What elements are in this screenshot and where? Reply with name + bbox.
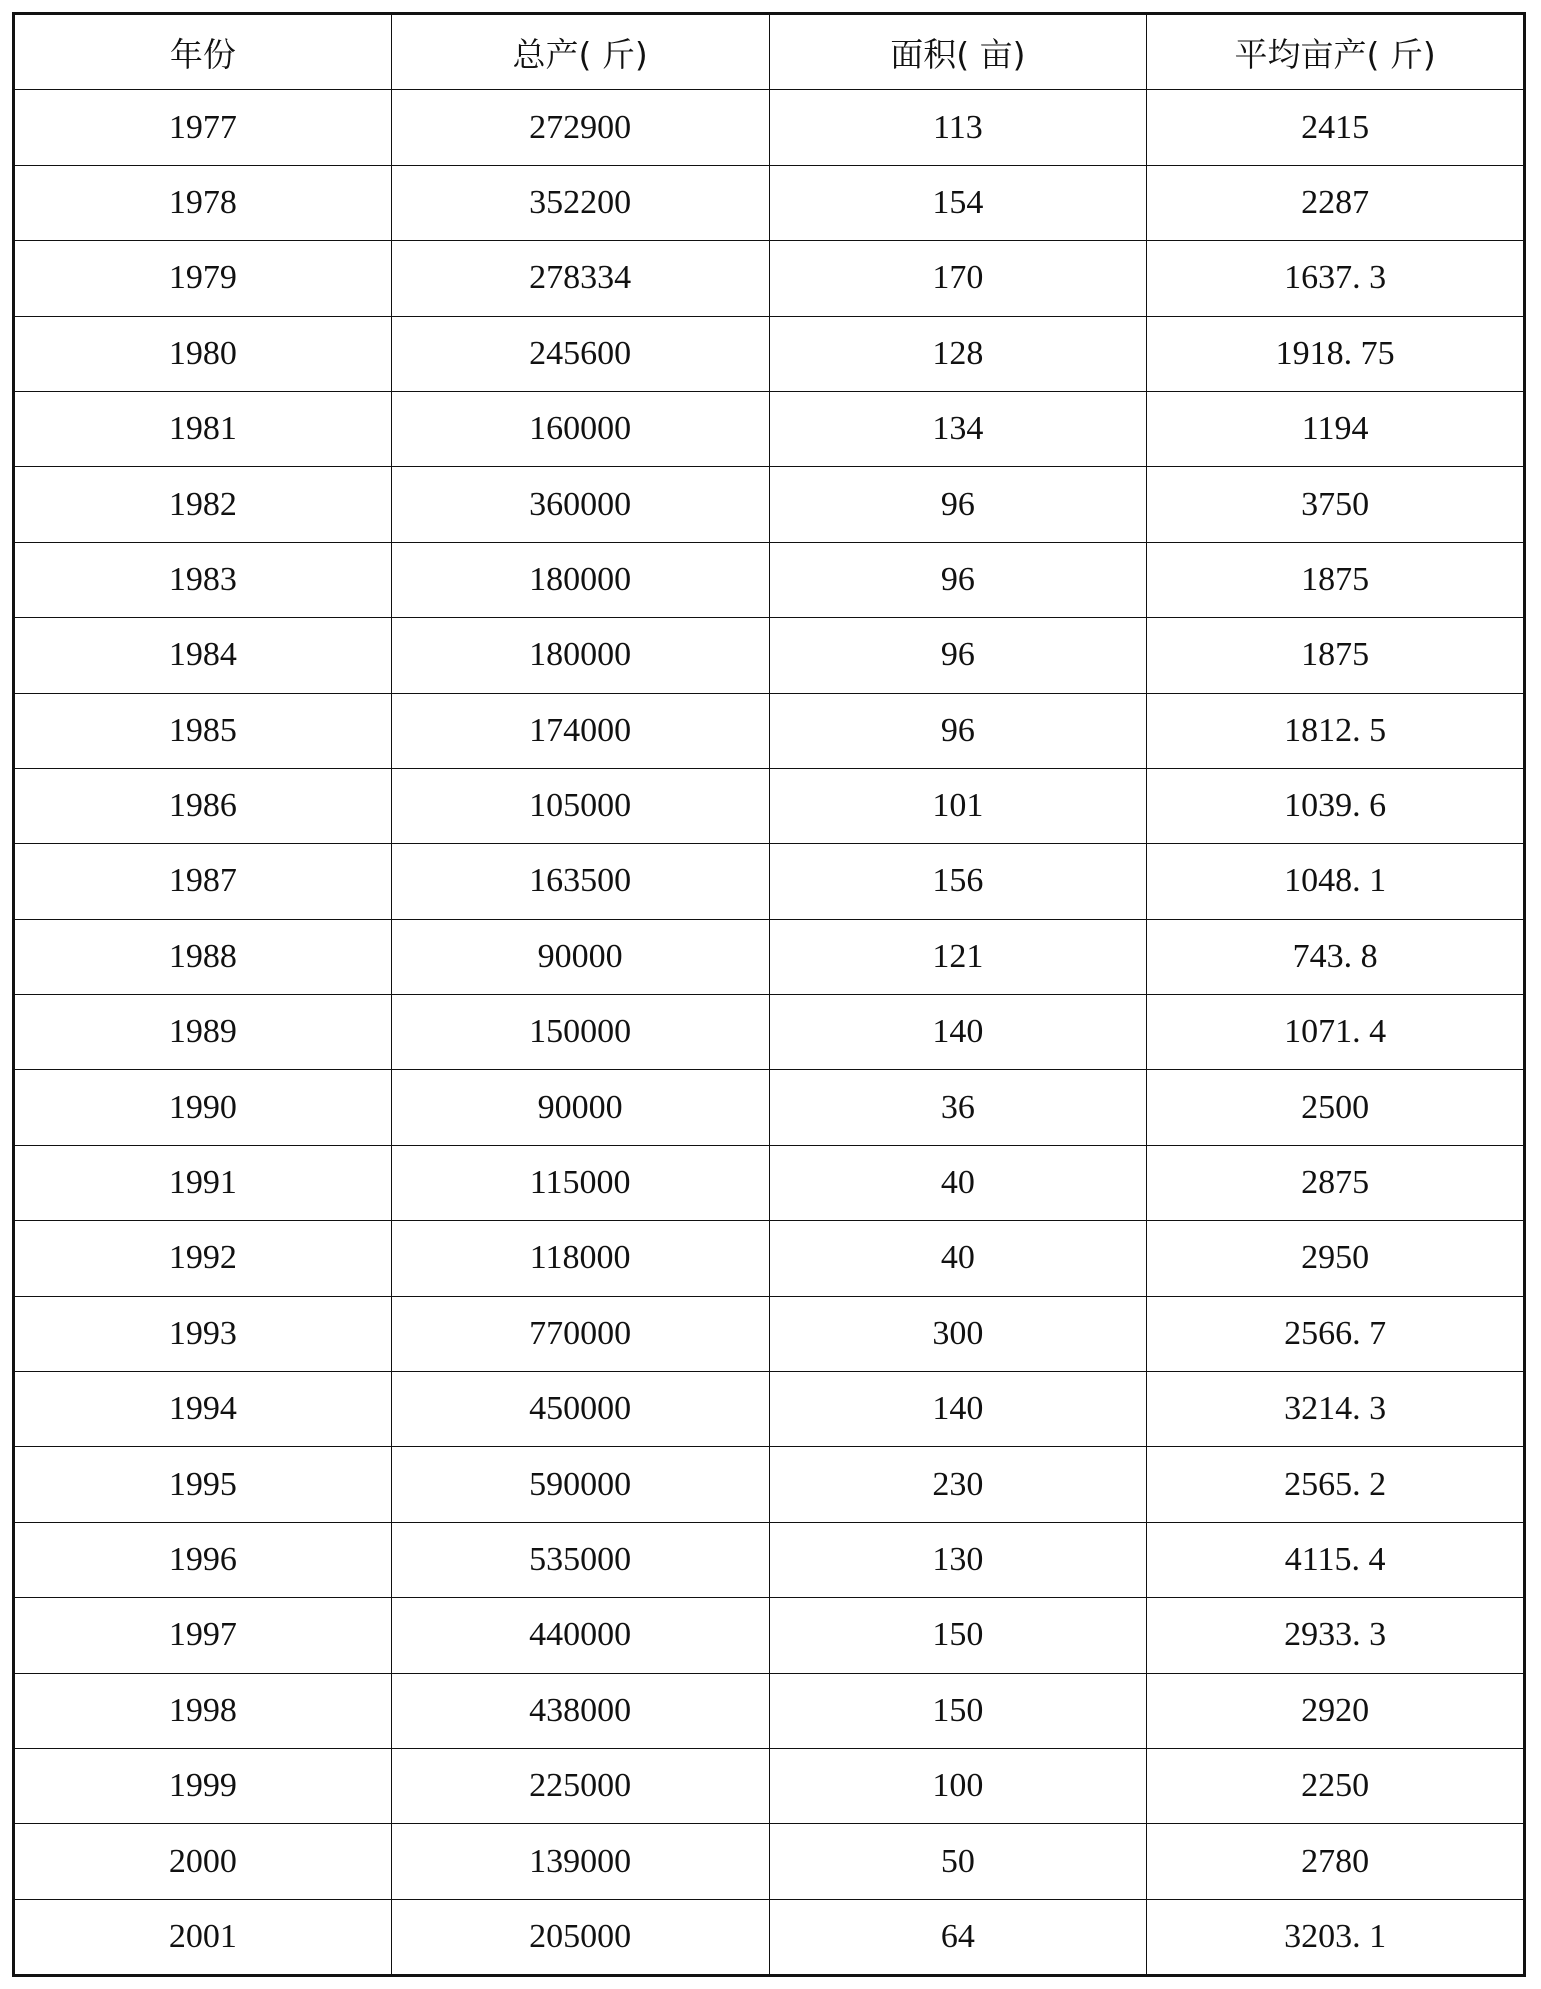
cell-total-output: 450000 (391, 1372, 769, 1447)
cell-area: 100 (769, 1748, 1147, 1823)
cell-year: 2001 (14, 1899, 392, 1975)
cell-total-output: 115000 (391, 1145, 769, 1220)
cell-total-output: 352200 (391, 165, 769, 240)
cell-average-yield: 1918. 75 (1147, 316, 1525, 391)
cell-area: 154 (769, 165, 1147, 240)
cell-total-output: 770000 (391, 1296, 769, 1371)
table-row (14, 844, 1525, 919)
cell-total-output: 590000 (391, 1447, 769, 1522)
cell-average-yield: 2500 (1147, 1070, 1525, 1145)
cell-year: 1983 (14, 542, 392, 617)
table-row (14, 618, 1525, 693)
cell-average-yield: 2287 (1147, 165, 1525, 240)
cell-total-output: 440000 (391, 1598, 769, 1673)
cell-average-yield: 2875 (1147, 1145, 1525, 1220)
table-row (14, 768, 1525, 843)
cell-average-yield: 2565. 2 (1147, 1447, 1525, 1522)
header-area: 面积( 亩) (769, 14, 1147, 90)
cell-area: 40 (769, 1221, 1147, 1296)
header-row (14, 14, 1525, 90)
cell-year: 1986 (14, 768, 392, 843)
cell-area: 101 (769, 768, 1147, 843)
cell-area: 140 (769, 1372, 1147, 1447)
table-row (14, 90, 1525, 165)
cell-total-output: 278334 (391, 241, 769, 316)
cell-year: 1984 (14, 618, 392, 693)
cell-area: 300 (769, 1296, 1147, 1371)
cell-year: 1996 (14, 1522, 392, 1597)
cell-year: 1989 (14, 995, 392, 1070)
table-row (14, 1522, 1525, 1597)
table-row (14, 1748, 1525, 1823)
cell-total-output: 360000 (391, 467, 769, 542)
cell-area: 96 (769, 618, 1147, 693)
header-average-yield: 平均亩产( 斤) (1147, 14, 1525, 90)
header-year: 年份 (14, 14, 392, 90)
cell-year: 1991 (14, 1145, 392, 1220)
table-row (14, 1296, 1525, 1371)
cell-area: 150 (769, 1598, 1147, 1673)
cell-year: 2000 (14, 1824, 392, 1899)
cell-total-output: 118000 (391, 1221, 769, 1296)
cell-average-yield: 2415 (1147, 90, 1525, 165)
table-body (14, 90, 1525, 1976)
cell-year: 1985 (14, 693, 392, 768)
cell-total-output: 180000 (391, 542, 769, 617)
cell-year: 1992 (14, 1221, 392, 1296)
cell-area: 121 (769, 919, 1147, 994)
cell-total-output: 160000 (391, 391, 769, 466)
cell-year: 1999 (14, 1748, 392, 1823)
cell-average-yield: 3203. 1 (1147, 1899, 1525, 1975)
table-row (14, 165, 1525, 240)
cell-year: 1988 (14, 919, 392, 994)
cell-average-yield: 743. 8 (1147, 919, 1525, 994)
cell-average-yield: 1875 (1147, 618, 1525, 693)
production-table-container (12, 12, 1526, 1977)
cell-year: 1995 (14, 1447, 392, 1522)
cell-average-yield: 1637. 3 (1147, 241, 1525, 316)
cell-area: 96 (769, 467, 1147, 542)
table-row (14, 1824, 1525, 1899)
table-row (14, 467, 1525, 542)
cell-total-output: 225000 (391, 1748, 769, 1823)
table-header (14, 14, 1525, 90)
cell-total-output: 535000 (391, 1522, 769, 1597)
table-row (14, 1673, 1525, 1748)
cell-year: 1979 (14, 241, 392, 316)
cell-total-output: 174000 (391, 693, 769, 768)
cell-year: 1997 (14, 1598, 392, 1673)
table-row (14, 919, 1525, 994)
cell-average-yield: 1875 (1147, 542, 1525, 617)
table-row (14, 1221, 1525, 1296)
cell-area: 96 (769, 542, 1147, 617)
table-row (14, 1372, 1525, 1447)
cell-year: 1990 (14, 1070, 392, 1145)
cell-total-output: 163500 (391, 844, 769, 919)
cell-area: 64 (769, 1899, 1147, 1975)
cell-year: 1987 (14, 844, 392, 919)
production-table (12, 12, 1526, 1977)
table-row (14, 1899, 1525, 1975)
cell-area: 140 (769, 995, 1147, 1070)
header-total-output: 总产( 斤) (391, 14, 769, 90)
cell-total-output: 90000 (391, 919, 769, 994)
table-row (14, 1070, 1525, 1145)
cell-area: 128 (769, 316, 1147, 391)
cell-year: 1982 (14, 467, 392, 542)
cell-total-output: 150000 (391, 995, 769, 1070)
cell-area: 113 (769, 90, 1147, 165)
cell-area: 150 (769, 1673, 1147, 1748)
cell-area: 50 (769, 1824, 1147, 1899)
table-row (14, 316, 1525, 391)
cell-year: 1994 (14, 1372, 392, 1447)
table-row (14, 693, 1525, 768)
cell-total-output: 272900 (391, 90, 769, 165)
table-row (14, 995, 1525, 1070)
cell-total-output: 139000 (391, 1824, 769, 1899)
cell-area: 156 (769, 844, 1147, 919)
cell-area: 230 (769, 1447, 1147, 1522)
cell-total-output: 245600 (391, 316, 769, 391)
table-row (14, 391, 1525, 466)
table-row (14, 1447, 1525, 1522)
cell-average-yield: 3214. 3 (1147, 1372, 1525, 1447)
cell-year: 1993 (14, 1296, 392, 1371)
cell-area: 96 (769, 693, 1147, 768)
cell-average-yield: 3750 (1147, 467, 1525, 542)
cell-average-yield: 2780 (1147, 1824, 1525, 1899)
cell-average-yield: 2250 (1147, 1748, 1525, 1823)
cell-year: 1978 (14, 165, 392, 240)
cell-area: 36 (769, 1070, 1147, 1145)
cell-total-output: 90000 (391, 1070, 769, 1145)
cell-total-output: 205000 (391, 1899, 769, 1975)
cell-year: 1977 (14, 90, 392, 165)
cell-total-output: 105000 (391, 768, 769, 843)
cell-average-yield: 1039. 6 (1147, 768, 1525, 843)
table-row (14, 542, 1525, 617)
table-row (14, 241, 1525, 316)
cell-average-yield: 2933. 3 (1147, 1598, 1525, 1673)
cell-average-yield: 2920 (1147, 1673, 1525, 1748)
cell-year: 1980 (14, 316, 392, 391)
cell-average-yield: 2950 (1147, 1221, 1525, 1296)
cell-average-yield: 4115. 4 (1147, 1522, 1525, 1597)
cell-area: 134 (769, 391, 1147, 466)
cell-area: 40 (769, 1145, 1147, 1220)
table-row (14, 1145, 1525, 1220)
cell-area: 170 (769, 241, 1147, 316)
cell-total-output: 438000 (391, 1673, 769, 1748)
cell-average-yield: 1194 (1147, 391, 1525, 466)
cell-area: 130 (769, 1522, 1147, 1597)
cell-year: 1998 (14, 1673, 392, 1748)
cell-average-yield: 1812. 5 (1147, 693, 1525, 768)
table-row (14, 1598, 1525, 1673)
cell-average-yield: 2566. 7 (1147, 1296, 1525, 1371)
cell-year: 1981 (14, 391, 392, 466)
cell-total-output: 180000 (391, 618, 769, 693)
cell-average-yield: 1048. 1 (1147, 844, 1525, 919)
cell-average-yield: 1071. 4 (1147, 995, 1525, 1070)
